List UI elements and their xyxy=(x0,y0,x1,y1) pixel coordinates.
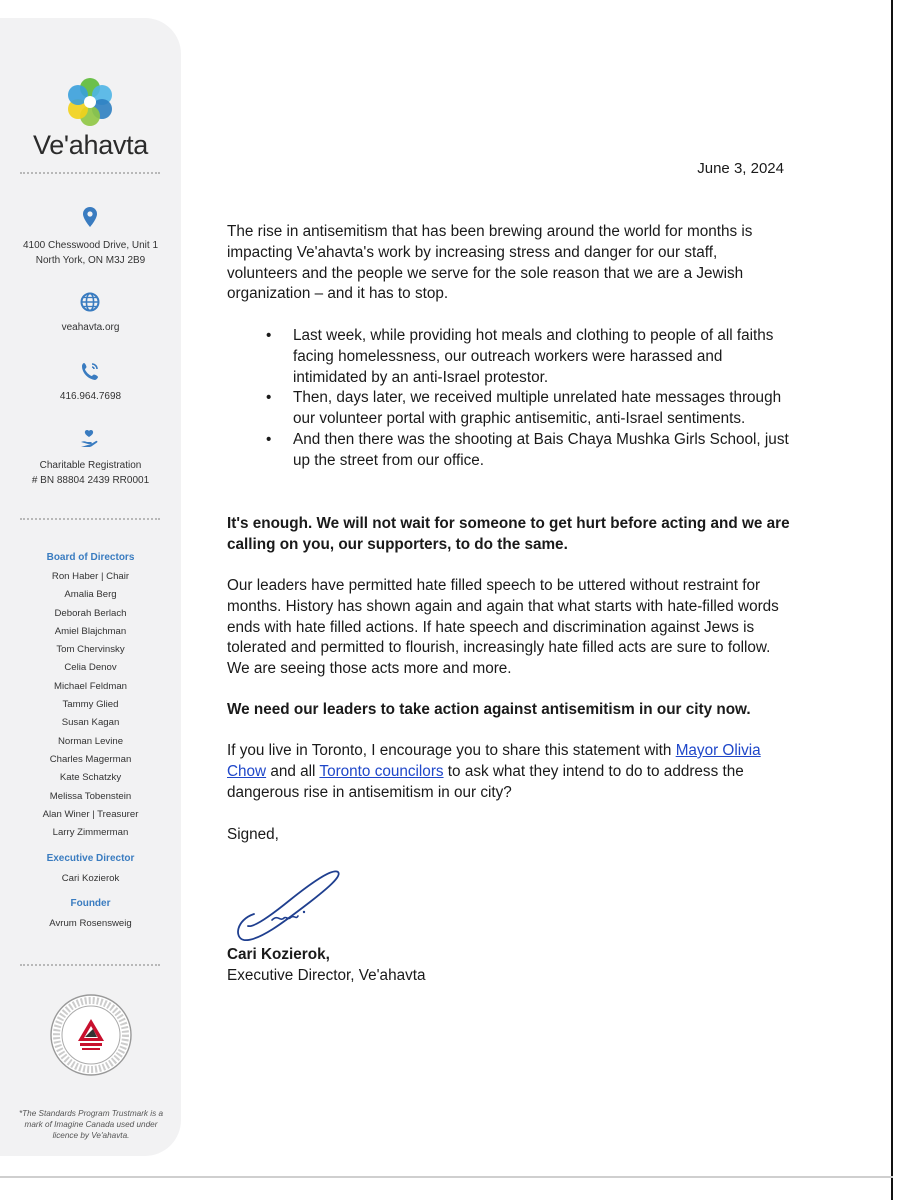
executive-heading: Executive Director xyxy=(46,853,135,864)
board-member: Michael Feldman xyxy=(53,680,128,692)
call-to-action-paragraph: If you live in Toronto, I encourage you to share this statement with Mayor Olivia Chow and all Toronto councilors to ask what they intend to do to address the dangerous rise in antisemitism in our city? xyxy=(227,742,761,801)
divider xyxy=(20,518,160,520)
imagine-canada-accreditation-seal-icon xyxy=(49,993,133,1077)
divider xyxy=(20,172,160,174)
board-member: Celia Denov xyxy=(64,662,117,674)
founder-name: Avrum Rosensweig xyxy=(49,918,132,929)
brand-name: Ve'ahavta xyxy=(32,130,149,160)
globe-icon xyxy=(80,291,100,313)
board-member: Susan Kagan xyxy=(61,717,120,729)
board-member: Alan Winer | Treasurer xyxy=(42,808,139,820)
action-paragraph: We need our leaders to take action against antisemitism in our city now. xyxy=(227,701,751,718)
board-member: Amiel Blajchman xyxy=(54,625,127,637)
board-member: Charles Magerman xyxy=(49,753,132,765)
handwritten-signature xyxy=(232,862,350,948)
board-member: Ron Haber | Chair xyxy=(51,571,130,582)
page-bottom-edge xyxy=(0,1176,893,1178)
address: 4100 Chesswood Drive, Unit 1 North York, ON M3J 2B9 xyxy=(22,240,159,266)
board-member: Larry Zimmerman xyxy=(52,827,129,839)
page-edge xyxy=(891,0,893,1200)
board-member: Melissa Tobenstein xyxy=(49,790,132,802)
divider xyxy=(20,964,160,966)
letter-date: June 3, 2024 xyxy=(697,160,784,177)
list-item: • Last week, while providing hot meals and clothing to people of all faiths facing homelessness, our outreach workers were harassed and intimidated by an anti-Israel protestor. xyxy=(264,326,792,388)
board-member: Tammy Glied xyxy=(62,699,119,711)
board-heading: Board of Directors xyxy=(46,552,135,563)
executive-name: Cari Kozierok xyxy=(61,873,120,884)
toronto-councilors-link[interactable]: Toronto councilors xyxy=(319,762,444,780)
board-member: Tom Chervinsky xyxy=(56,644,125,656)
list-item: • And then there was the shooting at Bais Chaya Mushka Girls School, just up the street from our office. xyxy=(264,430,792,472)
signed-label: Signed, xyxy=(227,826,279,843)
phone-icon xyxy=(80,360,100,382)
board-members-list xyxy=(0,568,181,842)
charitable-registration: Charitable Registration # BN 88804 2439 RR0001 xyxy=(31,460,150,486)
letterhead-sidebar xyxy=(0,18,181,1156)
veahavta-logo-icon xyxy=(64,76,116,128)
phone: 416.964.7698 xyxy=(59,391,122,402)
location-pin-icon xyxy=(80,206,100,228)
board-member: Amalia Berg xyxy=(64,589,117,601)
incident-list xyxy=(264,326,792,472)
enough-paragraph: It's enough. We will not wait for someone to get hurt before acting and we are calling on you, our supporters, to do the same. xyxy=(227,515,790,553)
board-member: Deborah Berlach xyxy=(54,607,127,619)
signer-title: Executive Director, Ve'ahavta xyxy=(227,967,426,984)
signer-name: Cari Kozierok, xyxy=(227,946,330,963)
board-member: Norman Levine xyxy=(57,735,124,747)
leaders-paragraph: Our leaders have permitted hate filled speech to be uttered without restraint for months. History has shown again and again that what starts with hate-filled words ends with hate filled actions. If hate speech and discrimination against Jews is tolerated and permitted to flourish, increasingly hate filled acts are sure to follow. We are seeing those acts more and more. xyxy=(227,577,779,678)
founder-heading: Founder xyxy=(70,898,111,909)
mayor-olivia-chow-link[interactable]: Mayor Olivia Chow xyxy=(227,742,761,780)
charity-heart-hand-icon xyxy=(80,428,100,450)
trustmark-note: *The Standards Program Trustmark is a mark of Imagine Canada used under licence by Ve'ahavta. xyxy=(18,1109,164,1140)
board-member: Kate Schatzky xyxy=(59,772,122,784)
intro-paragraph: The rise in antisemitism that has been brewing around the world for months is impacting Ve'ahavta's work by increasing stress and danger for our staff, volunteers and the people we serve for the sole reason that we are a Jewish organization – and it has to stop. xyxy=(227,223,753,303)
list-item: • Then, days later, we received multiple unrelated hate messages through our volunteer portal with graphic antisemitic, anti-Israel sentiments. xyxy=(264,388,792,430)
website: veahavta.org xyxy=(61,322,120,333)
